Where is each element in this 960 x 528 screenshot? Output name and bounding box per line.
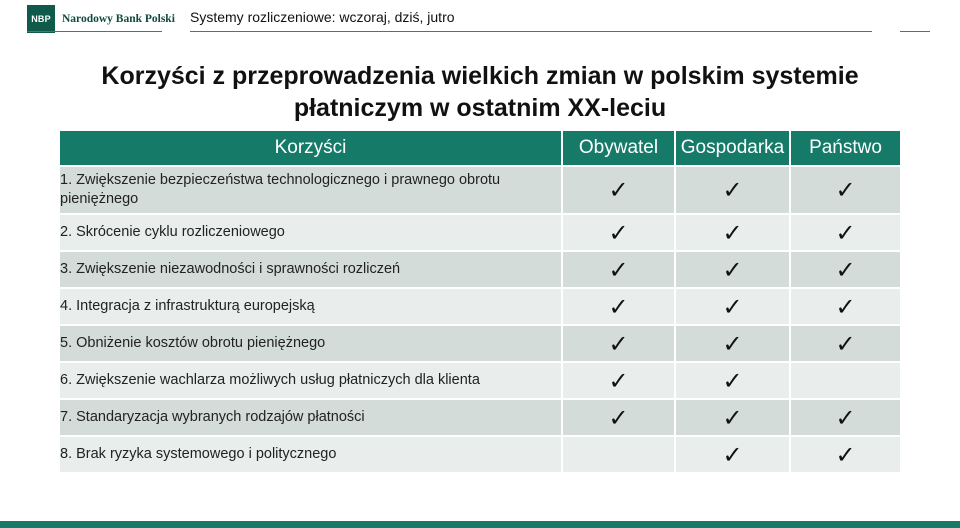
check-mark-citizen: ✓ [563, 400, 676, 437]
check-mark-economy: ✓ [676, 437, 791, 474]
benefit-label: 2. Skrócenie cyklu rozliczeniowego [60, 215, 563, 252]
benefit-label: 8. Brak ryzyka systemowego i politycznego [60, 437, 563, 474]
footer-accent-bar [0, 521, 960, 528]
check-mark-economy: ✓ [676, 252, 791, 289]
check-mark-state: ✓ [791, 400, 900, 437]
check-mark-state [791, 363, 900, 400]
slide-title-line-2: płatniczym w ostatnim XX-leciu [293, 94, 667, 122]
header-divider [27, 31, 162, 32]
benefit-label: 3. Zwiększenie niezawodności i sprawności rozliczeń [60, 252, 563, 289]
header-divider [900, 31, 930, 32]
benefit-label: 4. Integracja z infrastrukturą europejską [60, 289, 563, 326]
table-row [60, 167, 900, 215]
check-mark-state: ✓ [791, 326, 900, 363]
benefits-table [60, 131, 900, 474]
check-mark-citizen: ✓ [563, 215, 676, 252]
table-row [60, 289, 900, 326]
check-mark-economy: ✓ [676, 289, 791, 326]
table-row [60, 215, 900, 252]
benefit-label: 6. Zwiększenie wachlarza możliwych usług płatniczych dla klienta [60, 363, 563, 400]
column-header-state: Państwo [791, 131, 900, 167]
check-mark-state: ✓ [791, 252, 900, 289]
slide-title [60, 60, 900, 124]
table-row [60, 326, 900, 363]
column-header-economy: Gospodarka [676, 131, 791, 167]
nbp-logo-badge: NBP [27, 5, 55, 33]
check-mark-economy: ✓ [676, 400, 791, 437]
table-row [60, 400, 900, 437]
table-header-row [60, 131, 900, 167]
check-mark-citizen: ✓ [563, 289, 676, 326]
check-mark-state: ✓ [791, 437, 900, 474]
check-mark-economy: ✓ [676, 326, 791, 363]
benefit-label: 1. Zwiększenie bezpieczeństwa technologicznego i prawnego obrotu pieniężnego [60, 167, 563, 215]
column-header-citizen: Obywatel [563, 131, 676, 167]
benefit-label: 7. Standaryzacja wybranych rodzajów płatności [60, 400, 563, 437]
slide-title-line-1: Korzyści z przeprowadzenia wielkich zmian w polskim systemie [101, 62, 859, 90]
check-mark-citizen [563, 437, 676, 474]
check-mark-state: ✓ [791, 289, 900, 326]
header-divider [190, 31, 872, 32]
check-mark-citizen: ✓ [563, 363, 676, 400]
check-mark-economy: ✓ [676, 363, 791, 400]
presentation-title: Systemy rozliczeniowe: wczoraj, dziś, jutro [190, 9, 455, 25]
table-row [60, 252, 900, 289]
check-mark-citizen: ✓ [563, 167, 676, 215]
nbp-logo-text: Narodowy Bank Polski [62, 13, 175, 25]
check-mark-state: ✓ [791, 215, 900, 252]
table-row [60, 437, 900, 474]
nbp-logo [27, 5, 175, 33]
table-row [60, 363, 900, 400]
benefit-label: 5. Obniżenie kosztów obrotu pieniężnego [60, 326, 563, 363]
check-mark-citizen: ✓ [563, 326, 676, 363]
column-header-benefits: Korzyści [60, 131, 563, 167]
check-mark-economy: ✓ [676, 215, 791, 252]
check-mark-economy: ✓ [676, 167, 791, 215]
check-mark-citizen: ✓ [563, 252, 676, 289]
check-mark-state: ✓ [791, 167, 900, 215]
